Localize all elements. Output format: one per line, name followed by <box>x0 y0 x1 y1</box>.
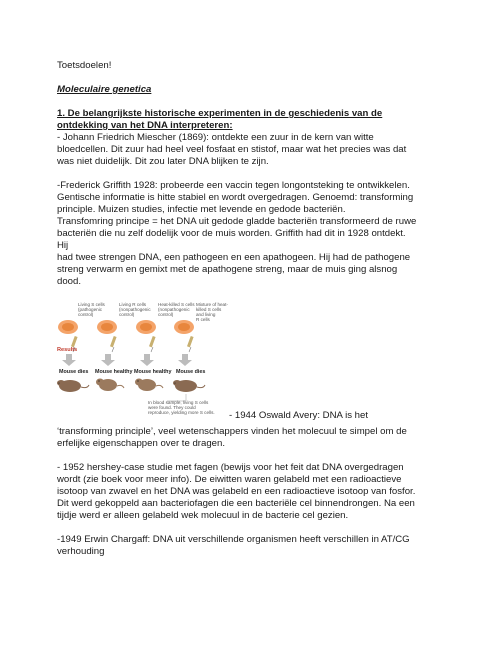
chargaff-line: verhouding <box>57 546 105 557</box>
down-arrow-icon <box>62 354 76 366</box>
hershey-line: Dit werd gekoppeld aan bacteriofagen die een bacteriële cel binnendrongen. Na een <box>57 498 415 509</box>
down-arrow-icon <box>140 354 154 366</box>
fig-col-label: Living S cells <box>78 302 105 307</box>
dead-mouse-icon <box>173 380 205 392</box>
syringe-icon <box>149 336 156 352</box>
fig-outcome-label: Mouse healthy <box>134 369 172 375</box>
petri-dish-icon <box>58 320 78 334</box>
petri-dish-icon <box>97 320 117 334</box>
fig-outcome-label: Mouse dies <box>176 369 206 375</box>
fig-note-line: In blood sample, living S cells <box>148 400 209 405</box>
fig-col-label: killed S cells <box>196 307 222 312</box>
griffith-line: had twee strengen DNA, een pathogeen en een apathogeen. Hij had de pathogene <box>57 252 411 263</box>
fig-col-label: control) <box>119 312 135 317</box>
griffith-experiment-figure <box>55 298 228 424</box>
griffith-line: dood. <box>57 276 82 287</box>
hershey-line: wordt (zie boek voor meer info). De eiwitten waren gelabeld met een radioactieve <box>57 474 402 485</box>
topic-title: Moleculaire genetica <box>57 84 152 95</box>
griffith-line: bacteriën die nu zelf dodelijk voor de muis worden. Griffith had dit in 1928 ontdekt. Hij <box>57 228 406 251</box>
fig-outcome-label: Mouse dies <box>59 369 89 375</box>
fig-col-label: Mixture of heat- <box>196 302 228 307</box>
dead-mouse-icon <box>57 380 89 392</box>
griffith-figure-row <box>57 298 418 426</box>
griffith-line: Transfomring principe = het DNA uit gedode gladde bacteriën transformeerd de ruwe <box>57 216 417 227</box>
fig-col-label: Heat-killed S cells <box>158 302 195 307</box>
griffith-line: -Frederick Griffith 1928: probeerde een vaccin tegen longontsteking te ontwikkelen. <box>57 180 410 191</box>
syringe-icon <box>187 336 194 352</box>
section-title: 1. De belangrijkste historische experimenten in de geschiedenis van de ontdekking van het DNA interpreteren: <box>57 108 383 131</box>
avery-line: - 1944 Oswald Avery: DNA is het <box>229 410 368 421</box>
miescher-line: bloedcellen. Dit zuur had heel veel fosfaat en stistof, maar wat het precies was dat <box>57 144 407 155</box>
fig-results-label: Results <box>57 347 78 353</box>
griffith-line: Gentische informatie is hitte stabiel en wordt overgedragen. Genoemd: transforming <box>57 192 414 203</box>
fig-col-label: and living <box>196 312 216 317</box>
healthy-mouse-icon <box>96 379 124 392</box>
fig-col-label: Living R cells <box>119 302 147 307</box>
chargaff-line: -1949 Erwin Chargaff: DNA uit verschillende organismen heeft verschillen in AT/CG <box>57 534 410 545</box>
svg-text:x: x <box>58 381 60 385</box>
hershey-line: - 1952 hershey-case studie met fagen (bewijs voor het feit dat DNA overgedragen <box>57 462 404 473</box>
petri-dish-icon <box>174 320 194 334</box>
fig-note-line: reproduce, yielding more S cells. <box>148 410 215 415</box>
hershey-line: isotoop van zwavel en het DNA was gelabeld en een radioactieve isotoop van fosfor. <box>57 486 416 497</box>
avery-line: erfelijke eigenschappen over te dragen. <box>57 438 226 449</box>
miescher-line: - Johann Friedrich Miescher (1869): ontdekte een zuur in de kern van witte <box>57 132 374 143</box>
fig-note-line: were found. They could <box>148 405 196 410</box>
down-arrow-icon <box>101 354 115 366</box>
healthy-mouse-icon <box>135 379 163 392</box>
fig-outcome-label: Mouse healthy <box>95 369 133 375</box>
griffith-line: streng verwarm en gemixt met de apathogene streng, maar de muis ging alsnog <box>57 264 398 275</box>
fig-col-label: control) <box>158 312 174 317</box>
doc-heading: Toetsdoelen! <box>57 60 112 71</box>
griffith-line: principle. Muizen studies, infectie met levende en gedode bacteriën. <box>57 204 346 215</box>
petri-dish-icon <box>136 320 156 334</box>
fig-col-label: (pathogenic <box>78 307 103 312</box>
fig-col-label: R cells <box>196 317 210 322</box>
hershey-line: tijdje werd er alleen gelabeld wek molecuul in de bacterie cel gezien. <box>57 510 349 521</box>
down-arrow-icon <box>178 354 192 366</box>
syringe-icon <box>110 336 117 352</box>
miescher-line: was niet duidelijk. Dit zou later DNA blijken te zijn. <box>57 156 269 167</box>
svg-text:x: x <box>174 381 176 385</box>
fig-col-label: (nonpathogenic <box>158 307 190 312</box>
avery-line: ‘transforming principle’, veel wetenschappers vinden het molecuul te simpel om de <box>57 426 407 437</box>
fig-col-label: control) <box>78 312 94 317</box>
fig-col-label: (nonpathogenic <box>119 307 151 312</box>
